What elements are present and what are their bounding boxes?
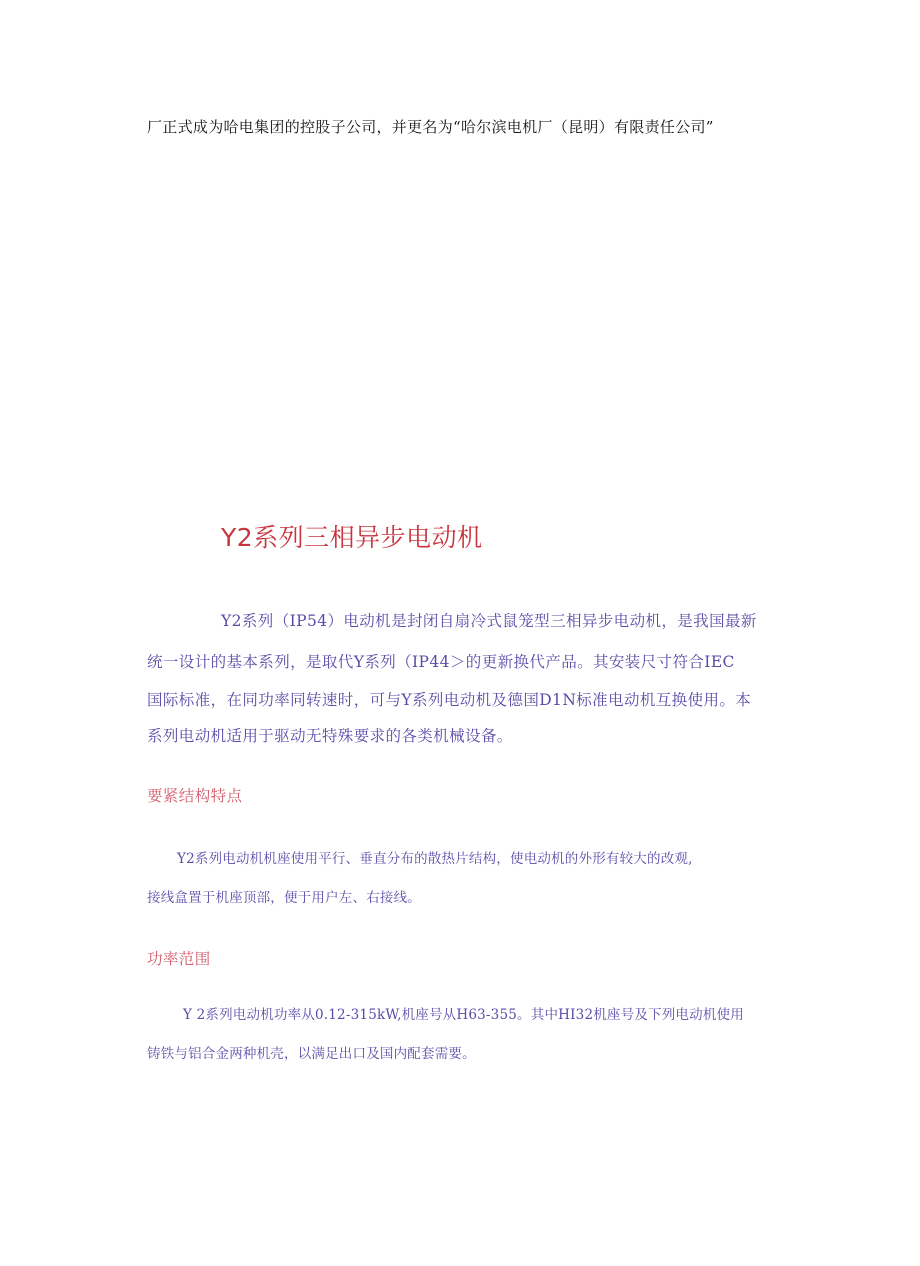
structure-line: 接线盒置于机座顶部，便于用户左、右接线。 <box>147 890 421 906</box>
section-title: Y2系列三相异步电动机 <box>221 523 483 552</box>
structure-heading: 要紧结构特点 <box>147 787 243 805</box>
power-line: 铸铁与铝合金两种机壳，以满足出口及国内配套需要。 <box>147 1046 476 1062</box>
power-line: Y 2系列电动机功率从0.12-315kW,机座号从H63-355。其中HI32机座号及下列电动机使用 <box>183 1007 744 1023</box>
intro-paragraph: 厂正式成为哈电集团的控股子公司，并更名为“哈尔滨电机厂（昆明）有限责任公司” <box>147 118 714 136</box>
overview-line: 国际标准，在同功率同转速时，可与Y系列电动机及德国D1N标准电动机互换使用。本 <box>147 691 752 709</box>
overview-line: 统一设计的基本系列，是取代Y系列（IP44＞的更新换代产品。其安装尺寸符合IEC <box>147 653 735 671</box>
power-heading: 功率范围 <box>147 950 211 968</box>
overview-line: 系列电动机适用于驱动无特殊要求的各类机械设备。 <box>147 727 513 745</box>
overview-line: Y2系列（IP54）电动机是封闭自扇冷式鼠笼型三相异步电动机，是我国最新 <box>221 612 757 630</box>
structure-line: Y2系列电动机机座使用平行、垂直分布的散热片结构，使电动机的外形有较大的改观, <box>177 851 693 867</box>
